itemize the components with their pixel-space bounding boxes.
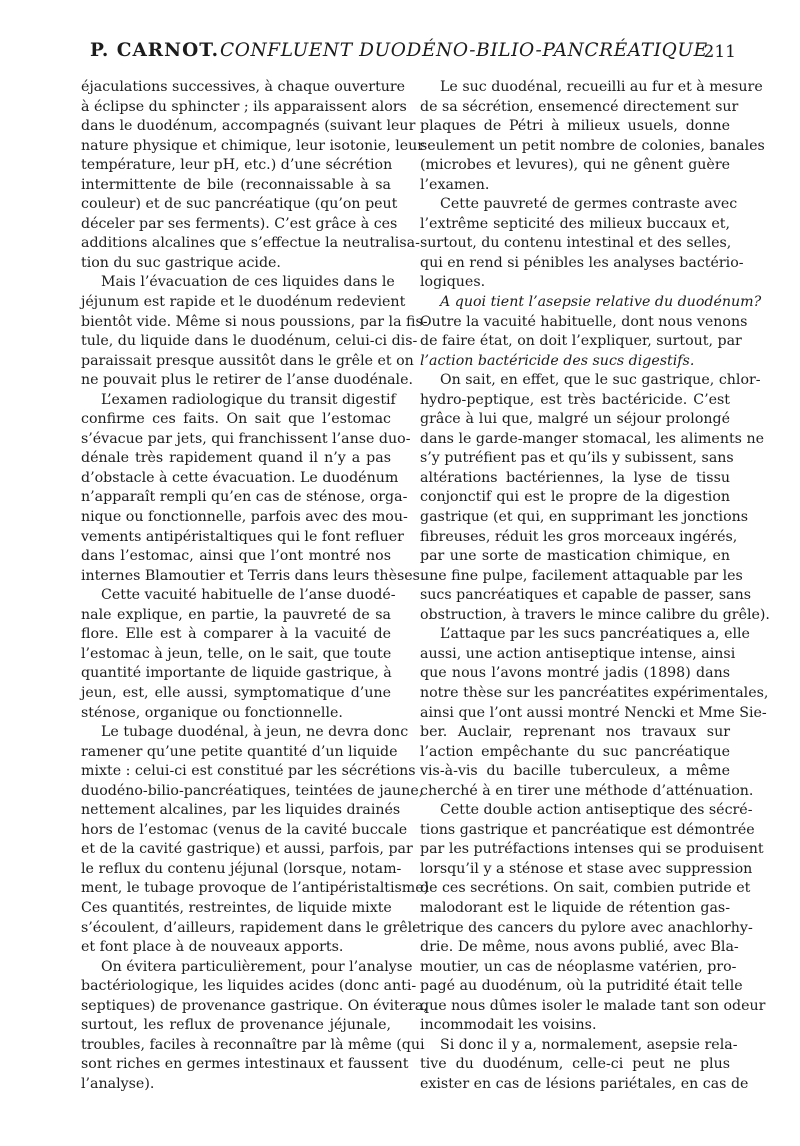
text-line: dans le duodénum, accompagnés (suivant leur xyxy=(81,118,416,135)
text-line: l’action empêchante du suc pancréatique xyxy=(420,743,730,760)
text-line: flore. Elle est à comparer à la vacuité de xyxy=(81,626,391,643)
text-line: nale explique, en partie, la pauvreté de sa xyxy=(81,606,391,623)
text-line: gastrique (et qui, en supprimant les jonctions xyxy=(420,509,749,526)
text-line: d’obstacle à cette évacuation. Le duodénum xyxy=(81,469,399,486)
text-line: septiques) de provenance gastrique. On évitera, xyxy=(81,997,428,1014)
text-line: altérations bactériennes, la lyse de tissu xyxy=(420,469,730,486)
text-line: de faire état, on doit l’expliquer, surtout, par xyxy=(420,333,742,350)
text-line: Ces quantités, restreintes, de liquide mixte xyxy=(81,899,392,916)
text-line: tions gastrique et pancréatique est démontrée xyxy=(420,821,755,838)
text-line: de ces secrétions. On sait, combien putride et xyxy=(420,880,751,897)
text-line: plaques de Pétri à milieux usuels, donne xyxy=(420,118,730,135)
text-line: nettement alcalines, par les liquides drainés xyxy=(81,802,401,819)
text-line: A quoi tient l’asepsie relative du duodénum? xyxy=(440,294,762,311)
text-line: conjonctif qui est le propre de la digestion xyxy=(420,489,730,506)
text-line: sucs pancréatiques et capable de passer, sans xyxy=(420,587,752,604)
text-line: dans l’estomac, ainsi que l’ont montré nos xyxy=(81,548,391,565)
paragraph xyxy=(81,273,428,390)
text-line: pagé au duodénum, où la putridité était telle xyxy=(420,978,743,995)
text-line: s’y putréfient pas et qu’ils y subissent, sans xyxy=(420,450,734,467)
text-line: vis-à-vis du bacille tuberculeux, a même xyxy=(420,763,730,780)
right-column xyxy=(420,78,770,1094)
text-line: Si donc il y a, normalement, asepsie rela- xyxy=(440,1036,738,1053)
text-line: sont riches en germes intestinaux et faussent xyxy=(81,1056,409,1073)
text-line: quantité importante de liquide gastrique, à xyxy=(81,665,392,682)
text-line: additions alcalines que s’effectue la neutralisa- xyxy=(81,235,420,252)
text-line: température, leur pH, etc.) d’une sécrétion xyxy=(81,157,393,174)
text-line: que nous dûmes isoler le malade tant son odeur xyxy=(420,997,766,1014)
text-line: jeun, est, elle aussi, symptomatique d’une xyxy=(81,684,391,701)
text-line: tion du suc gastrique acide. xyxy=(81,254,281,271)
text-line: notre thèse sur les pancréatites expérimentales, xyxy=(420,684,769,701)
text-line: le reflux du contenu jéjunal (lorsque, notam- xyxy=(81,860,402,877)
text-line: exister en cas de lésions pariétales, en cas de xyxy=(420,1075,749,1092)
left-column xyxy=(81,78,430,1094)
text-line: intermittente de bile (reconnaissable à sa xyxy=(81,176,391,193)
text-line: On évitera particulièrement, pour l’analyse xyxy=(101,958,413,975)
text-line: nique ou fonctionnelle, parfois avec des mou- xyxy=(81,509,408,526)
text-line: surtout, les reflux de provenance jéjunale, xyxy=(81,1017,391,1034)
text-line: Outre la vacuité habituelle, dont nous venons xyxy=(420,313,748,330)
paragraph xyxy=(420,1036,749,1095)
text-line: n’apparaît rempli qu’en cas de sténose, orga- xyxy=(81,489,408,506)
text-line: couleur) et de suc pancréatique (qu’on peut xyxy=(81,196,398,213)
text-line: ne pouvait plus le retirer de l’anse duodénale. xyxy=(81,372,413,389)
text-line: drie. De même, nous avons publié, avec Bla- xyxy=(420,939,739,956)
text-line: Le tubage duodénal, à jeun, ne devra donc xyxy=(101,724,409,741)
running-header-author: P. CARNOT. xyxy=(90,40,220,61)
page-number: 211 xyxy=(703,42,736,62)
text-line: une fine pulpe, facilement attaquable par les xyxy=(420,567,743,584)
paragraph xyxy=(420,625,769,801)
text-line: ber. Auclair, reprenant nos travaux sur xyxy=(420,724,730,741)
text-line: lorsqu’il y a sténose et stase avec suppression xyxy=(420,860,753,877)
text-line: Cette pauvreté de germes contraste avec xyxy=(440,196,738,213)
running-header xyxy=(90,40,736,70)
text-line: Cette vacuité habituelle de l’anse duodé- xyxy=(101,587,396,604)
paragraph xyxy=(81,586,396,723)
text-line: s’écoulent, d’ailleurs, rapidement dans le grêle xyxy=(81,919,421,936)
paragraph xyxy=(81,958,428,1095)
text-line: bientôt vide. Même si nous poussions, par la fis- xyxy=(81,313,428,330)
text-line: que nous l’avons montré jadis (1898) dans xyxy=(420,665,730,682)
text-line: vements antipéristaltiques qui le font refluer xyxy=(81,528,404,545)
paragraph xyxy=(420,293,762,371)
running-header-title: CONFLUENT DUODÉNO-BILIO-PANCRÉATIQUE xyxy=(220,40,708,61)
text-line: tive du duodénum, celle-ci peut ne plus xyxy=(420,1056,730,1073)
text-line: aussi, une action antiseptique intense, ainsi xyxy=(420,645,736,662)
text-line: grâce à lui que, malgré un séjour prolongé xyxy=(420,411,730,428)
text-line: par une sorte de mastication chimique, en xyxy=(420,548,730,565)
paragraph xyxy=(420,78,765,195)
text-line: cherché à en tirer une méthode d’atténuation. xyxy=(420,782,754,799)
text-line: et font place à de nouveaux apports. xyxy=(81,939,344,956)
text-line: qui en rend si pénibles les analyses bactério- xyxy=(420,254,744,271)
paragraph xyxy=(420,801,766,1036)
text-line: L’examen radiologique du transit digestif xyxy=(101,391,396,408)
text-line: déceler par ses ferments). C’est grâce à ces xyxy=(81,215,398,232)
paragraph xyxy=(81,391,425,586)
paragraph xyxy=(420,195,744,293)
paragraph xyxy=(420,371,770,625)
text-line: logiques. xyxy=(420,274,486,291)
text-line: confirme ces faits. On sait que l’estomac xyxy=(81,411,391,428)
text-line: l’estomac à jeun, telle, on le sait, que toute xyxy=(81,645,392,662)
text-line: hydro-peptique, est très bactéricide. C’est xyxy=(420,391,730,408)
text-line: l’examen. xyxy=(420,176,490,193)
text-line: l’analyse). xyxy=(81,1075,155,1092)
text-line: s’évacue par jets, qui franchissent l’anse duo- xyxy=(81,430,411,447)
text-line: ainsi que l’ont aussi montré Nencki et Mme Sie- xyxy=(420,704,767,721)
text-line: dénale très rapidement quand il n’y a pas xyxy=(81,450,391,467)
text-line: L’attaque par les sucs pancréatiques a, elle xyxy=(440,626,750,643)
text-line: duodéno-bilio-pancréatiques, teintées de jaune, xyxy=(81,782,424,799)
text-line: (microbes et levures), qui ne gênent guère xyxy=(420,157,730,174)
paragraph xyxy=(81,723,430,958)
text-line: de sa sécrétion, ensemencé directement sur xyxy=(420,98,739,115)
text-line: incommodait les voisins. xyxy=(420,1017,597,1034)
text-line: à éclipse du sphincter ; ils apparaissent alors xyxy=(81,98,407,115)
text-line: dans le garde-manger stomacal, les aliments ne xyxy=(420,430,764,447)
text-line: On sait, en effet, que le suc gastrique, chlor- xyxy=(440,372,761,389)
text-line: Mais l’évacuation de ces liquides dans le xyxy=(101,274,395,291)
text-line: l’action bactéricide des sucs digestifs. xyxy=(420,352,695,369)
text-line: surtout, du contenu intestinal et des selles, xyxy=(420,235,732,252)
paragraph xyxy=(81,78,425,273)
text-line: paraissait presque aussitôt dans le grêle et on xyxy=(81,352,414,369)
text-line: seulement un petit nombre de colonies, banales xyxy=(420,137,765,154)
text-line: jéjunum est rapide et le duodénum redevient xyxy=(81,294,406,311)
text-line: par les putréfactions intenses qui se produisent xyxy=(420,841,764,858)
text-line: fibreuses, réduit les gros morceaux ingérés, xyxy=(420,528,738,545)
text-line: mixte : celui-ci est constitué par les sécrétions xyxy=(81,763,416,780)
text-line: malodorant est le liquide de rétention gas- xyxy=(420,899,730,916)
text-line: troubles, faciles à reconnaître par là même (qui xyxy=(81,1036,425,1053)
text-line: hors de l’estomac (venus de la cavité buccale xyxy=(81,821,408,838)
text-line: trique des cancers du pylore avec anachlorhy- xyxy=(420,919,753,936)
text-line: sténose, organique ou fonctionnelle. xyxy=(81,704,343,721)
text-line: Cette double action antiseptique des sécré- xyxy=(440,802,753,819)
text-line: obstruction, à travers le mince calibre du grêle). xyxy=(420,606,770,623)
text-line: tule, du liquide dans le duodénum, celui-ci dis- xyxy=(81,333,418,350)
text-line: éjaculations successives, à chaque ouverture xyxy=(81,79,406,95)
text-line: l’extrême septicité des milieux buccaux et, xyxy=(420,215,730,232)
text-line: internes Blamoutier et Terris dans leurs thèses. xyxy=(81,567,425,584)
text-line: Le suc duodénal, recueilli au fur et à mesure xyxy=(440,79,763,95)
text-line: ramener qu’une petite quantité d’un liquide xyxy=(81,743,398,760)
text-line: bactériologique, les liquides acides (donc anti- xyxy=(81,978,417,995)
text-line: moutier, un cas de néoplasme vatérien, pro- xyxy=(420,958,737,975)
text-line: et de la cavité gastrique) et aussi, parfois, par xyxy=(81,841,413,858)
text-line: nature physique et chimique, leur isotonie, leur xyxy=(81,137,425,154)
text-line: ment, le tubage provoque de l’antipéristaltisme) xyxy=(81,880,430,897)
